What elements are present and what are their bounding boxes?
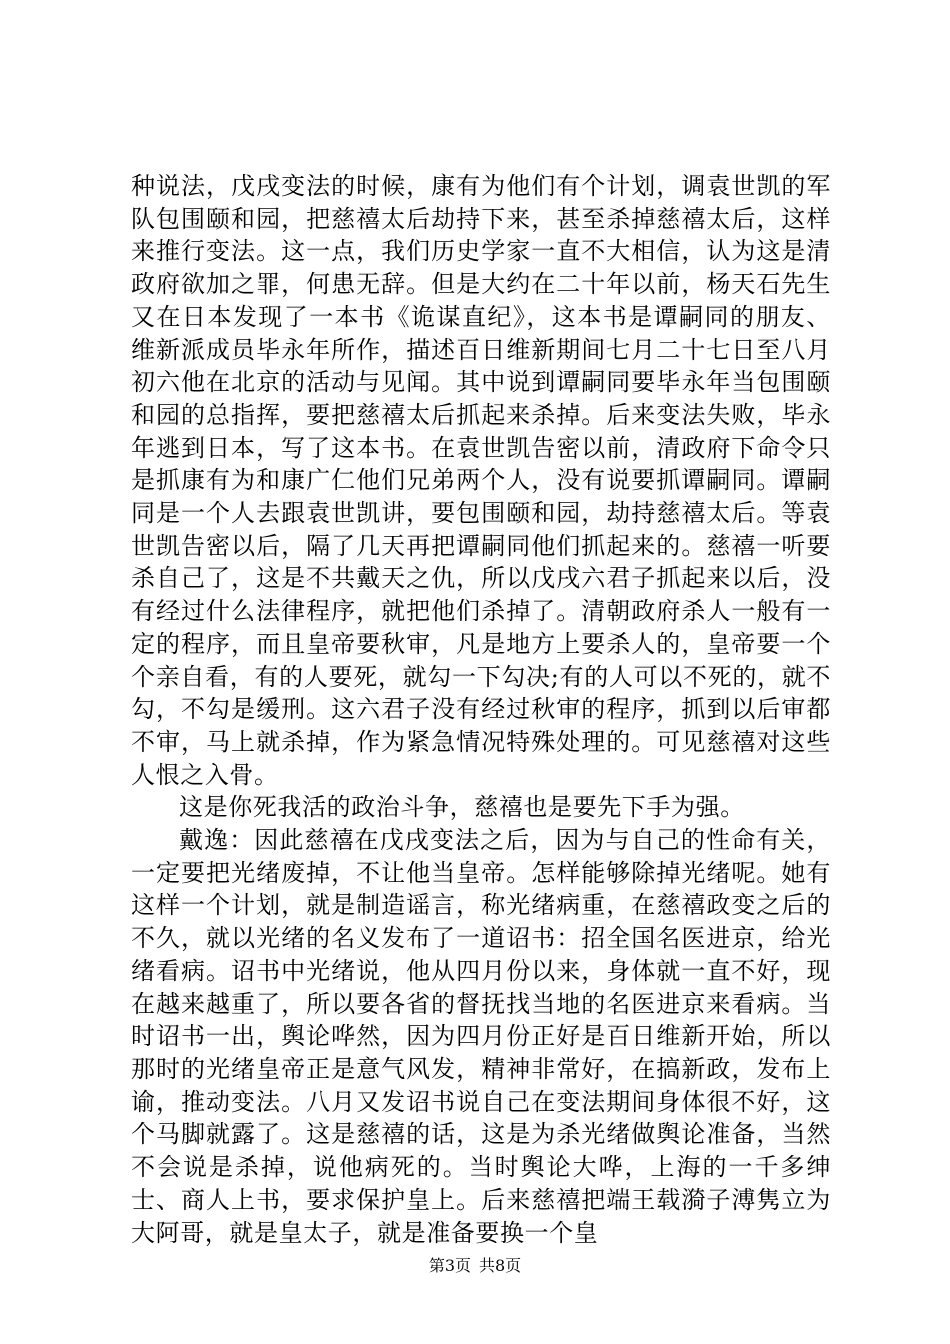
paragraph-1: 种说法，戊戌变法的时候，康有为他们有个计划，调袁世凯的军队包围颐和园，把慈禧太后劫持下来，甚至杀掉慈禧太后，这样来推行变法。这一点，我们历史学家一直不大相信，认为这是清政府欲加之罪，何患无辞。但是大约在二十年以前，杨天石先生又在日本发现了一本书《诡谋直纪》，这本书是谭嗣同的朋友、维新派成员毕永年所作，描述百日维新期间七月二十七日至八月初六他在北京的活动与见闻。其中说到谭嗣同要毕永年当包围颐和园的总指挥，要把慈禧太后抓起来杀掉。后来变法失败，毕永年逃到日本，写了这本书。在袁世凯告密以前，清政府下命令只是抓康有为和康广仁他们兄弟两个人，没有说要抓谭嗣同。谭嗣同是一个人去跟袁世凯讲，要包围颐和园，劫持慈禧太后。等袁世凯告密以后，隔了几天再把谭嗣同他们抓起来的。慈禧一听要杀自己了，这是不共戴天之仇，所以戊戌六君子抓起来以后，没有经过什么法律程序，就把他们杀掉了。清朝政府杀人一般有一定的程序，而且皇帝要秋审，凡是地方上要杀人的，皇帝要一个个亲自看，有的人要死，就勾一下勾决;有的人可以不死的，就不勾，不勾是缓刑。这六君子没有经过秋审的程序，抓到以后审都不审，马上就杀掉，作为紧急情况特殊处理的。可见慈禧对这些人恨之入骨。 xyxy=(131,172,831,789)
paragraph-3: 戴逸：因此慈禧在戊戌变法之后，因为与自己的性命有关，一定要把光绪废掉，不让他当皇帝。怎样能够除掉光绪呢。她有这样一个计划，就是制造谣言，称光绪病重，在慈禧政变之后的不久，就以光绪的名义发布了一道诏书：招全国名医进京，给光绪看病。诏书中光绪说，他从四月份以来，身体就一直不好，现在越来越重了，所以要各省的督抚找当地的名医进京来看病。当时诏书一出，舆论哗然，因为四月份正好是百日维新开始，所以那时的光绪皇帝正是意气风发，精神非常好，在搞新政，发布上谕，推动变法。八月又发诏书说自己在变法期间身体很不好，这个马脚就露了。这是慈禧的话，这是为杀光绪做舆论准备，当然不会说是杀掉，说他病死的。当时舆论大哗，上海的一千多绅士、商人上书，要求保护皇上。后来慈禧把端王载漪子溥隽立为大阿哥，就是皇太子，就是准备要换一个皇 xyxy=(131,826,831,1247)
page-total: 共8页 xyxy=(479,1256,522,1275)
paragraph-2: 这是你死我活的政治斗争，慈禧也是要先下手为强。 xyxy=(179,793,745,822)
body-text xyxy=(131,170,831,1249)
page-footer xyxy=(0,1256,950,1276)
page-number: 第3页 xyxy=(428,1256,471,1275)
